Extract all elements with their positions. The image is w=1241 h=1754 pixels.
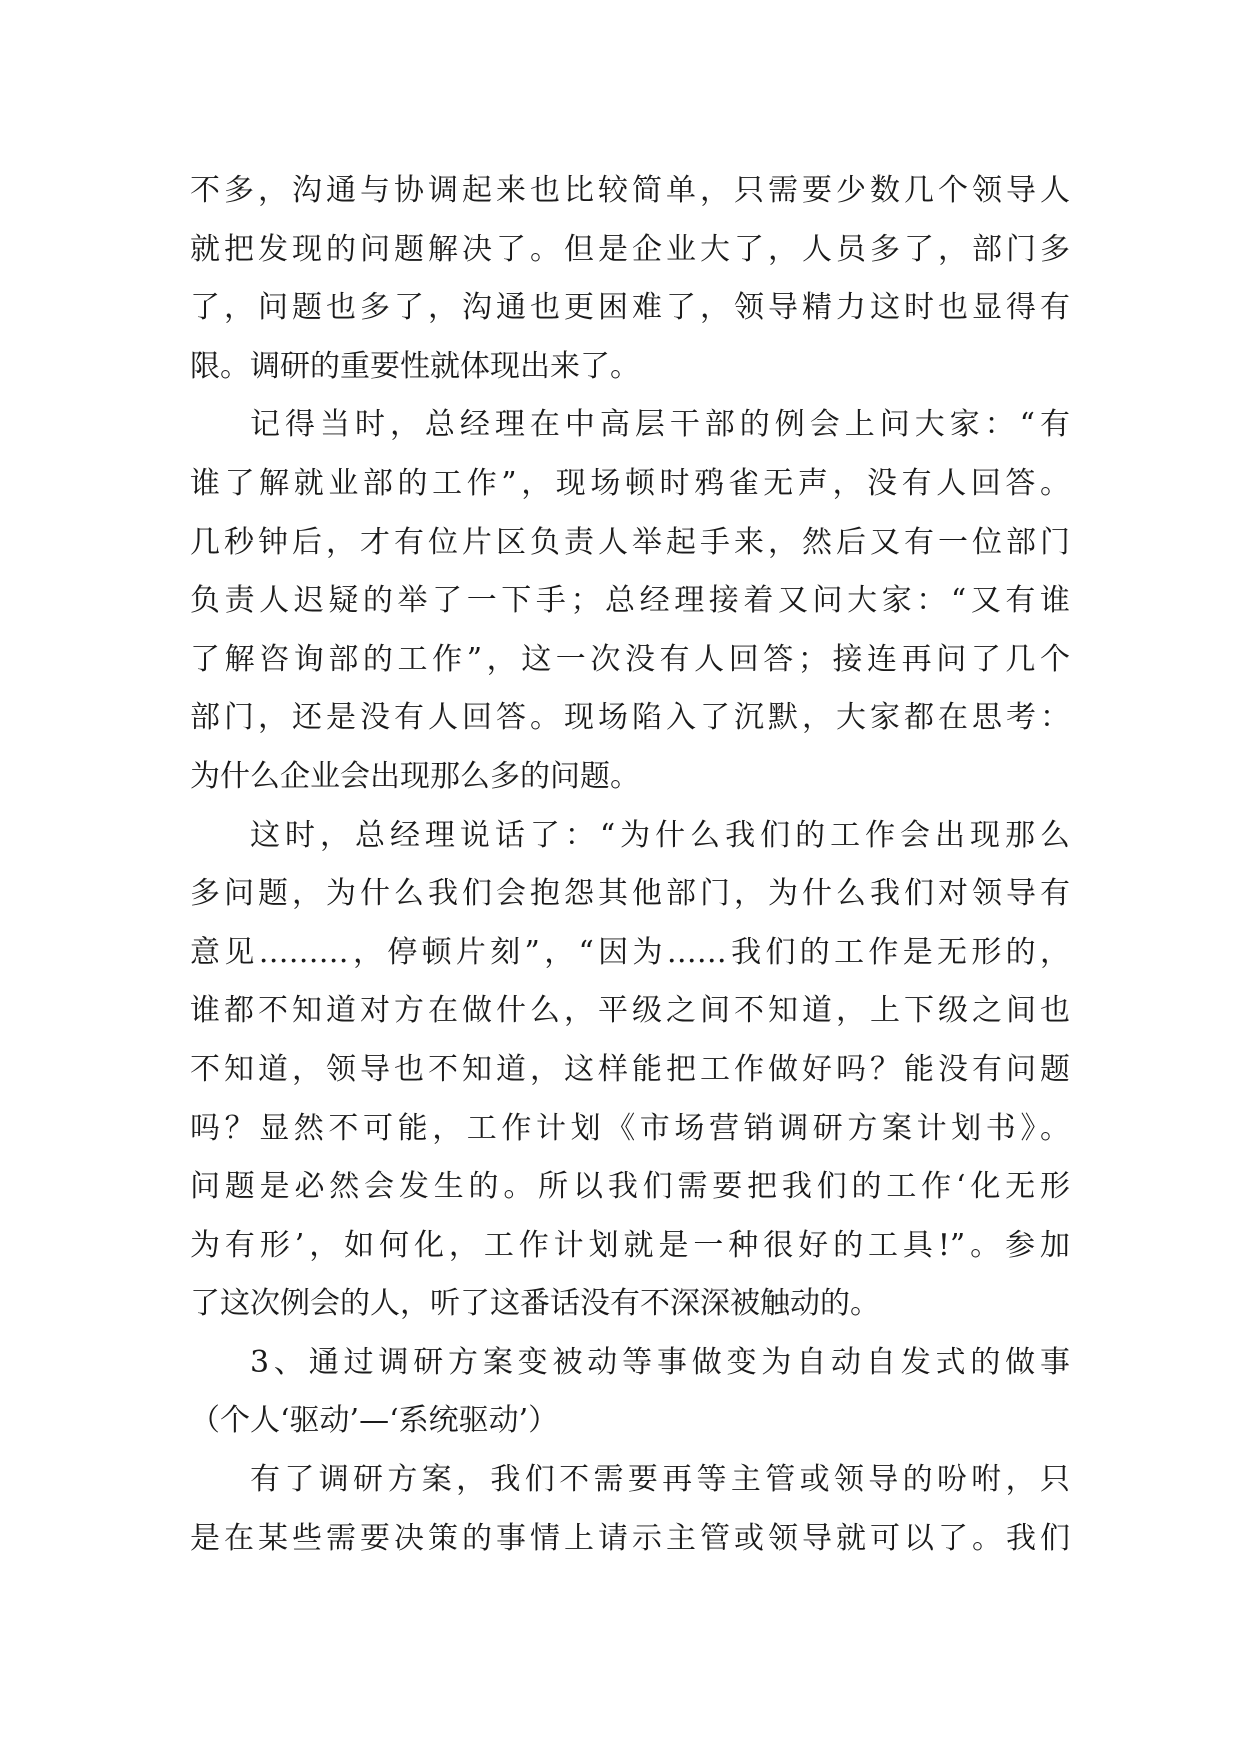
text-line: 有了调研方案，我们不需要再等主管或领导的吩咐，只 xyxy=(250,1462,1070,1498)
text-line: 是在某些需要决策的事情上请示主管或领导就可以了。我们 xyxy=(190,1520,1070,1556)
text-line: 意见………，停顿片刻”，“因为……我们的工作是无形的， xyxy=(190,934,1070,970)
text-line: 谁了解就业部的工作”，现场顿时鸦雀无声，没有人回答。 xyxy=(190,465,1070,501)
text-line: 了这次例会的人，听了这番话没有不深深被触动的。 xyxy=(190,1286,880,1322)
text-line: 多问题，为什么我们会抱怨其他部门，为什么我们对领导有 xyxy=(190,876,1070,912)
text-line: 记得当时，总经理在中高层干部的例会上问大家：“有 xyxy=(250,407,1070,443)
text-line: 为有形’，如何化，工作计划就是一种很好的工具!”。参加 xyxy=(190,1227,1070,1263)
text-line: 了，问题也多了，沟通也更困难了，领导精力这时也显得有 xyxy=(190,290,1070,326)
text-line: 限。调研的重要性就体现出来了。 xyxy=(190,348,640,384)
text-line: 负责人迟疑的举了一下手；总经理接着又问大家：“又有谁 xyxy=(190,583,1070,619)
text-line: 部门，还是没有人回答。现场陷入了沉默，大家都在思考： xyxy=(190,700,1070,736)
text-line: （个人‘驱动’—‘系统驱动’） xyxy=(190,1403,559,1439)
text-line: 就把发现的问题解决了。但是企业大了，人员多了，部门多 xyxy=(190,231,1070,267)
text-line: 几秒钟后，才有位片区负责人举起手来，然后又有一位部门 xyxy=(190,524,1070,560)
text-line: 了解咨询部的工作”，这一次没有人回答；接连再问了几个 xyxy=(190,641,1070,677)
text-line: 这时，总经理说话了：“为什么我们的工作会出现那么 xyxy=(250,817,1070,853)
text-line: 为什么企业会出现那么多的问题。 xyxy=(190,758,640,794)
text-line: 不多，沟通与协调起来也比较简单，只需要少数几个领导人 xyxy=(190,173,1070,208)
text-line: 问题是必然会发生的。所以我们需要把我们的工作‘化无形 xyxy=(190,1169,1070,1205)
text-line: 吗？显然不可能，工作计划《市场营销调研方案计划书》。 xyxy=(190,1110,1070,1146)
text-line: 谁都不知道对方在做什么，平级之间不知道，上下级之间也 xyxy=(190,993,1070,1029)
body-text xyxy=(190,162,1070,1568)
text-line: 3、通过调研方案变被动等事做变为自动自发式的做事 xyxy=(250,1344,1070,1380)
text-line: 不知道，领导也不知道，这样能把工作做好吗？能没有问题 xyxy=(190,1051,1070,1087)
